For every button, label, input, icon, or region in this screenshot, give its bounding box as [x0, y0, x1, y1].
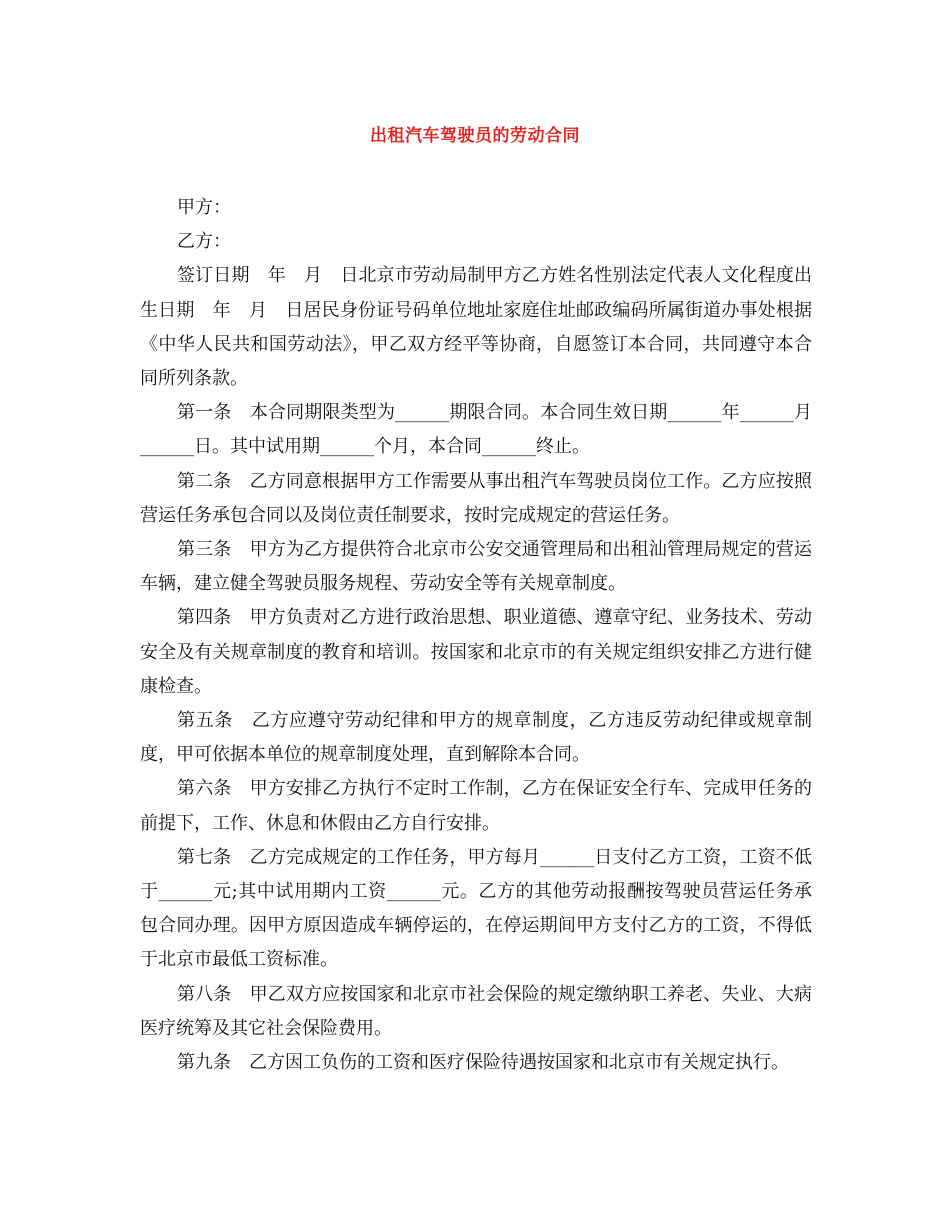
- article-5-paragraph: 第五条 乙方应遵守劳动纪律和甲方的规章制度，乙方违反劳动纪律或规章制度，甲可依据本单位的规章制度处理，直到解除本合同。: [140, 710, 812, 766]
- party-a-line: 甲方：: [177, 197, 231, 218]
- article-1-paragraph: 第一条 本合同期限类型为______期限合同。本合同生效日期______年______月______日。其中试用期______个月，本合同______终止。: [140, 402, 812, 458]
- document-body: [140, 191, 812, 1080]
- article-6-paragraph: 第六条 甲方安排乙方执行不定时工作制，乙方在保证安全行车、完成甲任务的前提下，工作、休息和休假由乙方自行安排。: [140, 778, 812, 834]
- article-7-paragraph: 第七条 乙方完成规定的工作任务，甲方每月______日支付乙方工资，工资不低于______元;其中试用期内工资______元。乙方的其他劳动报酬按驾驶员营运任务承包合同办理。因甲方原因造成车辆停运的，在停运期间甲方支付乙方的工资，不得低于北京市最低工资标准。: [140, 846, 812, 971]
- party-b-line: 乙方：: [177, 231, 231, 253]
- preamble-paragraph: 签订日期 年 月 日北京市劳动局制甲方乙方姓名性别法定代表人文化程度出生日期 年 月 日居民身份证号码单位地址家庭住址邮政编码所属街道办事处根据《中华人民共和国劳动法》，甲乙双方经平等协商，自愿签订本合同，共同遵守本合同所列条款。: [140, 265, 812, 390]
- article-9-paragraph: 第九条 乙方因工负伤的工资和医疗保险待遇按国家和北京市有关规定执行。: [177, 1052, 789, 1074]
- article-2-paragraph: 第二条 乙方同意根据甲方工作需要从事出租汽车驾驶员岗位工作。乙方应按照营运任务承包合同以及岗位责任制要求，按时完成规定的营运任务。: [140, 470, 812, 526]
- article-8-paragraph: 第八条 甲乙双方应按国家和北京市社会保险的规定缴纳职工养老、失业、大病医疗统筹及其它社会保险费用。: [140, 983, 812, 1039]
- document-title: 出租汽车驾驶员的劳动合同: [370, 126, 580, 146]
- article-4-paragraph: 第四条 甲方负责对乙方进行政治思想、职业道德、遵章守纪、业务技术、劳动安全及有关规章制度的教育和培训。按国家和北京市的有关规定组织安排乙方进行健康检查。: [140, 607, 812, 697]
- article-3-paragraph: 第三条 甲方为乙方提供符合北京市公安交通管理局和出租汕管理局规定的营运车辆，建立健全驾驶员服务规程、劳动安全等有关规章制度。: [140, 539, 812, 595]
